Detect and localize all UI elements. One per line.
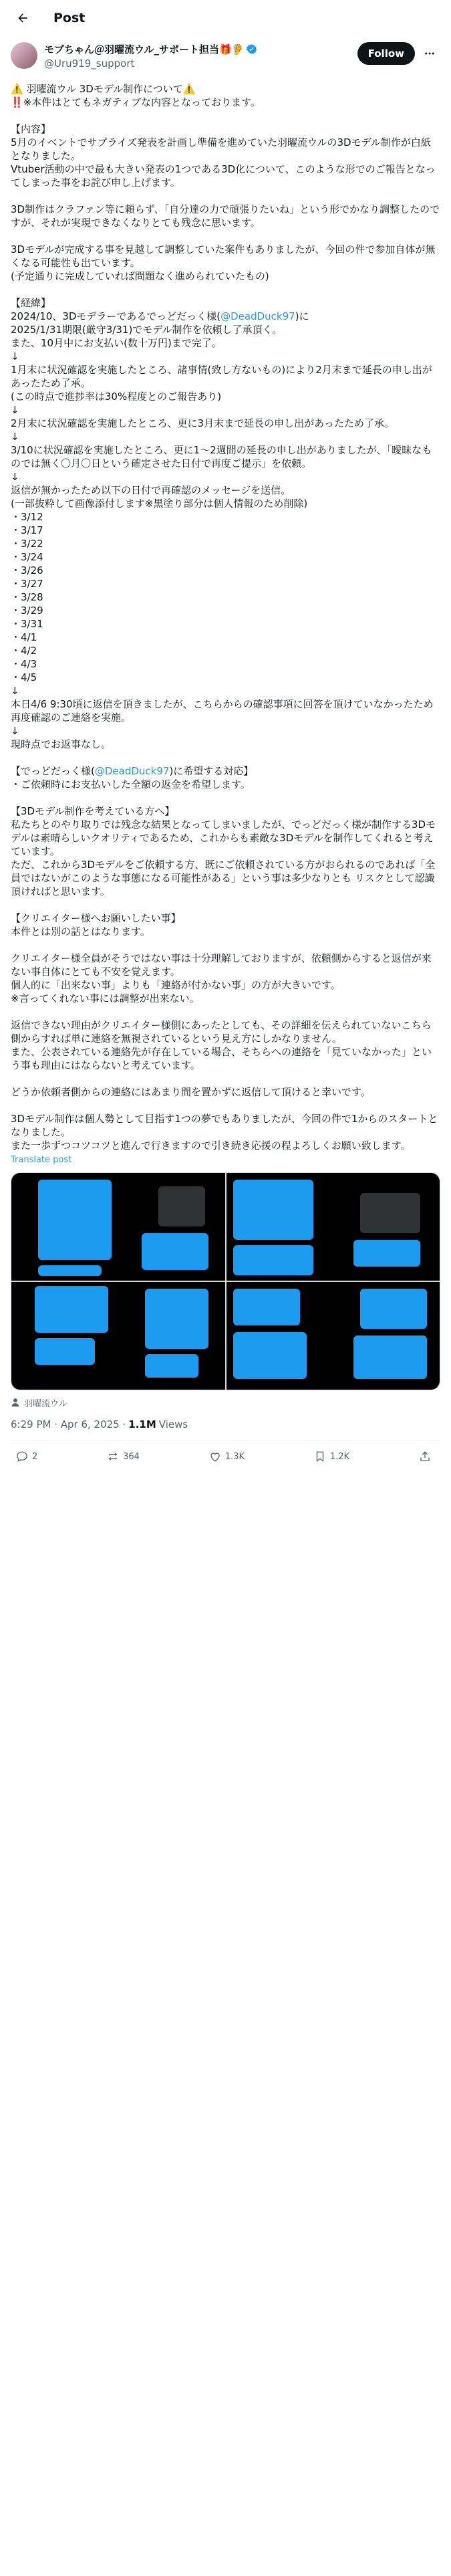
more-dots-icon — [424, 47, 436, 60]
post-line: ↓ — [11, 404, 19, 416]
top-bar — [0, 0, 451, 35]
post-line — [11, 189, 440, 203]
post-media-grid — [11, 1172, 440, 1390]
post-line: Vtuber活動の中で最も大きい発表の1つである3D化について、このような形でのご報告となってしまった事をお詫び申し上げます。 — [11, 163, 436, 189]
post-line: どうか依頼者側からの連絡にはあまり間を置かずに返信して頂けると幸いです。 — [11, 1086, 371, 1098]
post-line — [11, 791, 440, 804]
share-icon — [419, 1451, 431, 1463]
post-line: 個人的に「出来ない事」よりも「連絡が付かない事」の方が大きいです。 — [11, 979, 341, 991]
page-title: Post — [53, 10, 86, 25]
post-line: 返信できない理由がクリエイター様側にあったとしても、その詳細を伝えられていないこちら側からすれば単に連絡を無視されているという見え方にしかなりません。 — [11, 1019, 432, 1045]
author-name-row — [44, 42, 352, 56]
mention-link[interactable]: @DeadDuck97 — [94, 765, 170, 777]
avatar[interactable] — [11, 42, 37, 69]
post-line: ・ご依頼時にお支払いした全額の返金を希望します。 — [11, 778, 251, 790]
post-line: ↓ — [11, 431, 19, 443]
post-line: (一部抜粋して画像添付します※黒塗り部分は個人情報のため削除) — [11, 498, 308, 510]
post-line — [11, 283, 440, 296]
post-line: ・3/28 — [11, 591, 43, 603]
like-button[interactable] — [209, 1451, 245, 1463]
post-line: 2024/10、3Dモデラーであるでっどだっく様(@DeadDuck97)に — [11, 310, 309, 322]
mention-link[interactable]: @DeadDuck97 — [220, 310, 295, 322]
like-count: 1.3K — [224, 1451, 245, 1462]
post-line — [11, 1005, 440, 1018]
media-image-3[interactable] — [11, 1282, 225, 1390]
verified-badge-icon — [246, 43, 257, 55]
bookmark-icon — [314, 1451, 326, 1463]
post-line: 3/10に状況確認を実施したところ、更に1〜2週間の延長の申し出がありましたが、「曖昧なものでは無く〇月〇日という確定させた日付で再度ご提示」を依頼。 — [11, 444, 432, 469]
follow-button[interactable]: Follow — [357, 42, 415, 65]
post-line: また一歩ずつコツコツと進んで行きますので引き続き応援の程よろしくお願い致します。 — [11, 1140, 411, 1152]
heart-icon — [209, 1451, 221, 1463]
share-button[interactable] — [419, 1451, 435, 1463]
post-line: また、10月中にお支払い(数十万円)まで完了。 — [11, 337, 222, 349]
post-line: ⚠️ 羽曜流ウル 3Dモデル制作について⚠️ — [11, 83, 196, 95]
reply-icon — [16, 1451, 28, 1463]
post-line: ・3/17 — [11, 524, 43, 536]
post-line: 本件とは別の話とはなります。 — [11, 926, 150, 938]
post-line: ・4/3 — [11, 658, 37, 670]
post-line: また、公表されている連絡先が存在している場合、そちらへの連絡を「見ていなかった」という事も理由にはならないと考えています。 — [11, 1046, 432, 1071]
post-line: ↓ — [11, 725, 19, 737]
post-line: 3Dモデル制作は個人勢として目指す1つの夢でもありましたが、今回の件で1からのスタートとなりました。 — [11, 1113, 438, 1138]
post-line: ・3/29 — [11, 605, 43, 617]
post-timestamp — [0, 1409, 451, 1433]
post-line: 3Dモデルが完成する事を見越して調整していた案件もありましたが、今回の件で参加自体が無くなる可能性も出ています。 — [11, 243, 436, 269]
post-line — [11, 898, 440, 911]
post-line: 返信が無かったため以下の日付で再確認のメッセージを送信。 — [11, 484, 291, 496]
reply-button[interactable] — [16, 1451, 37, 1463]
post-line: 1月末に状況確認を実施したところ、諸事情(致し方ないもの)により2月末まで延長の申し出があったため了承。 — [11, 364, 432, 389]
post-line: 2月末に状況確認を実施したところ、更に3月末まで延長の申し出があったため了承。 — [11, 417, 394, 429]
post-line: 現時点でお返事なし。 — [11, 738, 112, 750]
post-line — [11, 229, 440, 243]
post-line: ただ、これから3Dモデルをご依頼する方、既にご依頼されている方がおられるのであれば「全員ではないがこのような事態になる可能性がある」という事は多少なりとも リスクとして認識頂ければと思います。 — [11, 859, 436, 897]
reply-count: 2 — [32, 1451, 38, 1462]
post-line: ・4/2 — [11, 645, 37, 657]
media-credit-name[interactable]: 羽曜流ウル — [24, 1398, 67, 1409]
post-line: (この時点で進捗率は30%程度とのご報告あり) — [11, 391, 222, 403]
post-line: ・3/12 — [11, 511, 43, 523]
post-actions — [0, 1440, 451, 1473]
media-credit — [0, 1390, 451, 1409]
repost-count: 364 — [123, 1451, 140, 1462]
post-line: ・3/22 — [11, 538, 43, 550]
post-line — [11, 1072, 440, 1085]
person-icon — [11, 1398, 20, 1407]
post-line: ・4/5 — [11, 671, 37, 683]
post-line: (予定通りに完成していれば問題なく進められていたもの) — [11, 270, 269, 282]
post-line — [11, 1099, 440, 1112]
post-line: 3D制作はクラファン等に頼らず、「自分達の力で頑張りたいね」という形でかなり調整したのですが、それが実現できなくなりとても残念に思います。 — [11, 203, 440, 229]
media-image-4[interactable] — [227, 1282, 440, 1390]
author-name-emoji: 🎁🦻 — [219, 43, 245, 56]
author-meta — [44, 42, 352, 70]
post-author — [0, 35, 451, 80]
post-line — [11, 109, 440, 122]
post-line: 私たちとのやり取りでは残念な結果となってしまいましたが、でっどだっく様が制作する3Dモデルは素晴らしいクオリティであるため、これからも素敵な3Dモデルを制作してくれると考えています。 — [11, 819, 436, 857]
post-line: ・4/1 — [11, 631, 37, 643]
post-line — [11, 938, 440, 952]
post-line: ↓ — [11, 685, 19, 697]
post-line: ・3/27 — [11, 578, 43, 590]
repost-icon — [107, 1451, 119, 1463]
post-line: 【でっどだっく様(@DeadDuck97)に希望する対応】 — [11, 765, 254, 777]
post-line: ・3/26 — [11, 564, 43, 576]
post-line: ・3/31 — [11, 618, 43, 630]
bookmark-count: 1.2K — [329, 1451, 350, 1462]
post-line: ・3/24 — [11, 551, 43, 563]
post-line: ↓ — [11, 471, 19, 483]
author-name[interactable]: モブちゃん＠羽曜流ウル_サポート担当 — [44, 43, 220, 56]
bookmark-button[interactable] — [314, 1451, 349, 1463]
post-line: 【経緯】 — [11, 297, 51, 309]
post-line: ↓ — [11, 350, 19, 362]
post-text — [0, 80, 451, 1152]
post-line: 【内容】 — [11, 123, 51, 135]
back-button[interactable] — [11, 6, 35, 30]
views-count: 1.1M — [128, 1418, 156, 1430]
translate-post-link[interactable]: Translate post — [11, 1155, 72, 1165]
post-line: 【3Dモデル制作を考えている方へ】 — [11, 805, 175, 817]
post-line: ※言ってくれない事には調整が出来ない。 — [11, 992, 200, 1004]
post-line: 5月のイベントでサプライズ発表を計画し準備を進めていた羽曜流ウルの3Dモデル制作が白紙となりました。 — [11, 136, 431, 162]
post-line: 【クリエイター様へお願いしたい事】 — [11, 912, 181, 924]
more-options-button[interactable] — [419, 42, 440, 65]
author-handle[interactable]: @Uru919_support — [44, 58, 135, 70]
post-line: クリエイター様全員がそうではない事は十分理解しておりますが、依頼側からすると返信が来ない事自体にとても不安を覚えます。 — [11, 952, 432, 978]
repost-button[interactable] — [107, 1451, 140, 1463]
media-image-1[interactable] — [11, 1173, 225, 1281]
back-arrow-icon — [16, 11, 29, 25]
post-line: ‼️※本件はとてもネガティブな内容となっております。 — [11, 96, 261, 108]
post-time[interactable]: 6:29 PM · Apr 6, 2025 · — [11, 1418, 126, 1430]
post-line: 2025/1/31期限(厳守3/31)でモデル制作を依頼し了承頂く。 — [11, 324, 283, 336]
views-label: Views — [158, 1418, 188, 1430]
post-line — [11, 751, 440, 764]
media-image-2[interactable] — [227, 1173, 440, 1281]
post-line: 本日4/6 9:30頃に返信を頂きましたが、こちらからの確認事項に回答を頂けていなかったため再度確認のご連絡を実施。 — [11, 698, 434, 724]
